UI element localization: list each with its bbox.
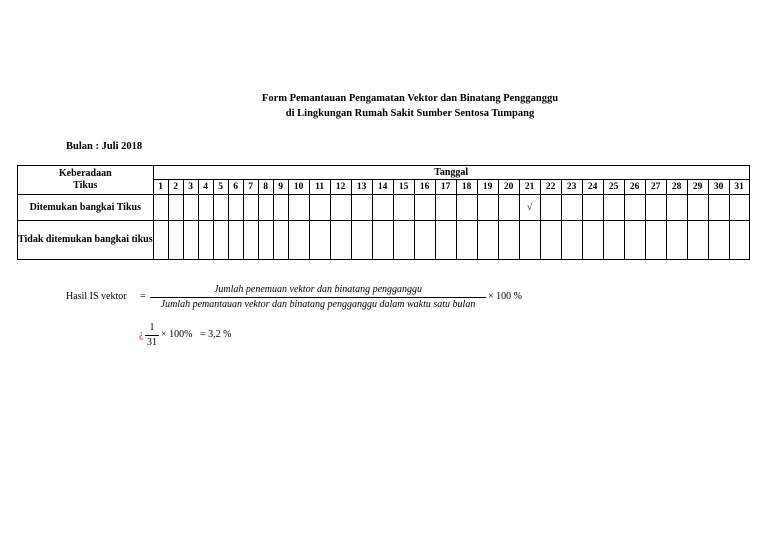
day-header-18: 18 [456,180,477,195]
day-cell-30 [708,195,729,221]
day-cell-23 [561,221,582,260]
day-cell-26 [624,221,645,260]
calc-times: × 100% [161,329,193,340]
day-cell-25 [603,221,624,260]
header-tanggal: Tanggal [153,166,749,180]
day-cell-27 [645,195,666,221]
formula-denominator: Jumlah pemantauan vektor dan binatang pengganggu dalam waktu satu bulan [160,299,476,310]
day-cell-20 [498,221,519,260]
day-header-12: 12 [330,180,351,195]
day-cell-14 [372,195,393,221]
day-cell-27 [645,221,666,260]
day-cell-12 [330,195,351,221]
day-cell-21 [519,195,540,221]
day-cell-28 [666,195,687,221]
day-header-28: 28 [666,180,687,195]
fraction-bar [150,297,486,298]
day-cell-24 [582,221,603,260]
day-header-15: 15 [393,180,414,195]
calc-prefix: ¿ [139,329,144,340]
day-cell-24 [582,195,603,221]
observation-table [17,165,750,260]
day-cell-4 [198,195,213,221]
day-cell-22 [540,195,561,221]
day-cell-18 [456,195,477,221]
day-cell-12 [330,221,351,260]
check-mark: √ [526,202,533,213]
day-header-17: 17 [435,180,456,195]
day-header-20: 20 [498,180,519,195]
day-cell-5 [213,195,228,221]
day-header-27: 27 [645,180,666,195]
day-header-14: 14 [372,180,393,195]
day-cell-23 [561,195,582,221]
day-cell-13 [351,221,372,260]
day-cell-3 [183,221,198,260]
header-left-line1: Keberadaan [58,168,112,179]
day-header-16: 16 [414,180,435,195]
day-header-24: 24 [582,180,603,195]
day-cell-2 [168,221,183,260]
day-header-30: 30 [708,180,729,195]
day-header-6: 6 [228,180,243,195]
day-cell-7 [243,195,258,221]
day-cell-6 [228,221,243,260]
day-header-10: 10 [288,180,309,195]
row-label: Tidak ditemukan bangkai tikus [18,221,154,260]
day-cell-17 [435,221,456,260]
day-cell-25 [603,195,624,221]
formula-numerator: Jumlah penemuan vektor dan binatang pengganggu [213,284,423,295]
day-cell-1 [153,221,168,260]
day-header-21: 21 [519,180,540,195]
formula-label: Hasil IS vektor [66,291,127,302]
formula-times: × 100 % [488,291,522,302]
table-row [18,221,750,260]
day-cell-29 [687,195,708,221]
row-label: Ditemukan bangkai Tikus [18,195,154,221]
day-header-4: 4 [198,180,213,195]
day-cell-22 [540,221,561,260]
day-cell-4 [198,221,213,260]
day-cell-10 [288,195,309,221]
calc-result: = 3,2 % [200,329,232,340]
day-cell-16 [414,195,435,221]
day-header-13: 13 [351,180,372,195]
day-cell-10 [288,221,309,260]
day-header-3: 3 [183,180,198,195]
day-cell-15 [393,195,414,221]
day-cell-16 [414,221,435,260]
calc-denominator: 31 [147,337,157,348]
day-header-26: 26 [624,180,645,195]
calc-fraction-bar [145,335,159,336]
day-header-23: 23 [561,180,582,195]
form-title-line1: Form Pemantauan Pengamatan Vektor dan Binatang Pengganggu [261,93,559,104]
day-cell-3 [183,195,198,221]
day-cell-20 [498,195,519,221]
day-cell-1 [153,195,168,221]
day-header-1: 1 [153,180,168,195]
day-header-19: 19 [477,180,498,195]
day-cell-11 [309,221,330,260]
day-cell-13 [351,195,372,221]
header-keberadaan-tikus [18,166,154,195]
day-cell-26 [624,195,645,221]
day-cell-15 [393,221,414,260]
month-label: Bulan : Juli 2018 [66,141,143,152]
day-cell-11 [309,195,330,221]
day-cell-29 [687,221,708,260]
day-header-25: 25 [603,180,624,195]
formula-equals: = [140,291,146,302]
day-cell-30 [708,221,729,260]
day-cell-9 [273,221,288,260]
day-header-8: 8 [258,180,273,195]
form-title-line2: di Lingkungan Rumah Sakit Sumber Sentosa Tumpang [285,108,535,119]
day-cell-7 [243,221,258,260]
day-header-5: 5 [213,180,228,195]
day-cell-9 [273,195,288,221]
day-header-7: 7 [243,180,258,195]
day-cell-18 [456,221,477,260]
day-cell-31 [729,221,749,260]
day-cell-6 [228,195,243,221]
day-cell-8 [258,221,273,260]
day-header-22: 22 [540,180,561,195]
day-cell-19 [477,221,498,260]
day-cell-21 [519,221,540,260]
formula-fraction [150,283,486,311]
day-header-9: 9 [273,180,288,195]
day-header-31: 31 [729,180,749,195]
day-header-11: 11 [309,180,330,195]
day-cell-17 [435,195,456,221]
day-cell-19 [477,195,498,221]
day-cell-8 [258,195,273,221]
calc-numerator: 1 [149,322,155,333]
day-cell-2 [168,195,183,221]
day-cell-31 [729,195,749,221]
header-left-line2: Tikus [73,180,98,191]
day-cell-14 [372,221,393,260]
day-header-2: 2 [168,180,183,195]
table-row [18,195,750,221]
calc-fraction [145,322,159,349]
day-header-29: 29 [687,180,708,195]
day-cell-28 [666,221,687,260]
day-cell-5 [213,221,228,260]
